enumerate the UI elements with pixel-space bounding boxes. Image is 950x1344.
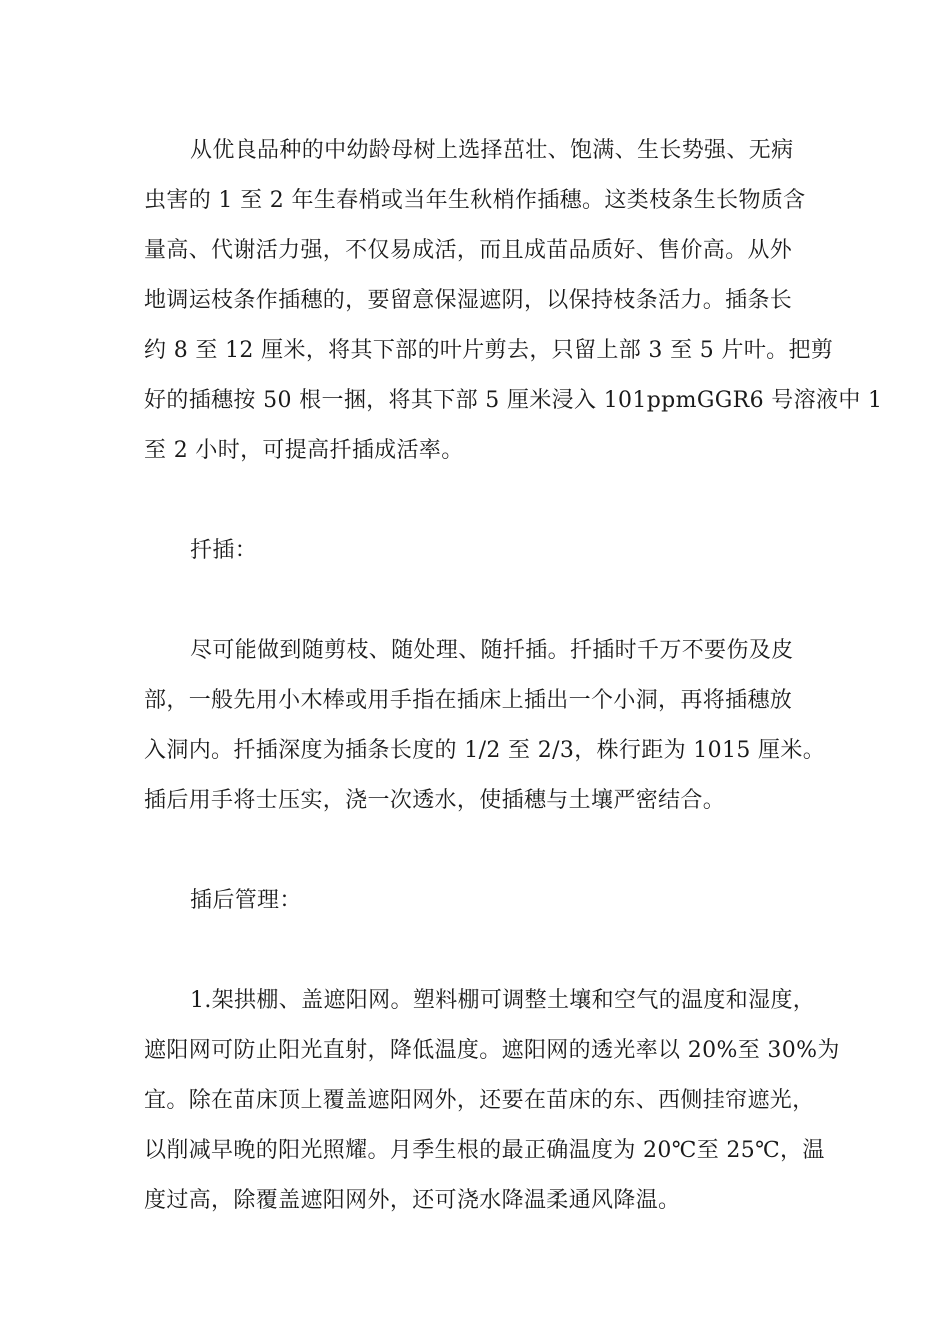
text-line: 从优良品种的中幼龄母树上选择茁壮、饱满、生长势强、无病 <box>190 138 794 163</box>
text-line: 尽可能做到随剪枝、随处理、随扦插。扦插时千万不要伤及皮 <box>190 638 794 663</box>
text-line: 好的插穗按 50 根一捆，将其下部 5 厘米浸入 101ppmGGR6 号溶液中 1 <box>144 388 883 413</box>
heading-text: 插后管理： <box>190 888 302 913</box>
text-line: 虫害的 1 至 2 年生春梢或当年生秋梢作插穗。这类枝条生长物质含 <box>144 188 806 213</box>
text-line: 量高、代谢活力强，不仅易成活，而且成苗品质好、售价高。从外 <box>144 238 793 263</box>
text-line: 部，一般先用小木棒或用手指在插床上插出一个小洞，再将插穗放 <box>144 688 793 713</box>
text-line: 遮阳网可防止阳光直射，降低温度。遮阳网的透光率以 20%至 30%为 <box>144 1038 840 1063</box>
text-line: 至 2 小时，可提高扦插成活率。 <box>144 438 464 463</box>
text-line: 约 8 至 12 厘米，将其下部的叶片剪去，只留上部 3 至 5 片叶。把剪 <box>144 338 834 363</box>
text-line: 地调运枝条作插穗的，要留意保湿遮阴，以保持枝条活力。插条长 <box>144 288 793 313</box>
text-line: 入洞内。扦插深度为插条长度的 1/2 至 2/3，株行距为 1015 厘米。 <box>144 738 826 763</box>
heading-text: 扦插： <box>190 538 258 563</box>
text-line: 插后用手将士压实，浇一次透水，使插穗与土壤严密结合。 <box>144 788 726 813</box>
text-line: 宜。除在苗床顶上覆盖遮阳网外，还要在苗床的东、西侧挂帘遮光， <box>144 1088 815 1113</box>
text-line: 以削减早晚的阳光照耀。月季生根的最正确温度为 20℃至 25℃，温 <box>144 1138 825 1163</box>
text-line: 1.架拱棚、盖遮阳网。塑料棚可调整土壤和空气的温度和湿度， <box>190 988 816 1013</box>
text-line: 度过高，除覆盖遮阳网外，还可浇水降温柔通风降温。 <box>144 1188 681 1213</box>
